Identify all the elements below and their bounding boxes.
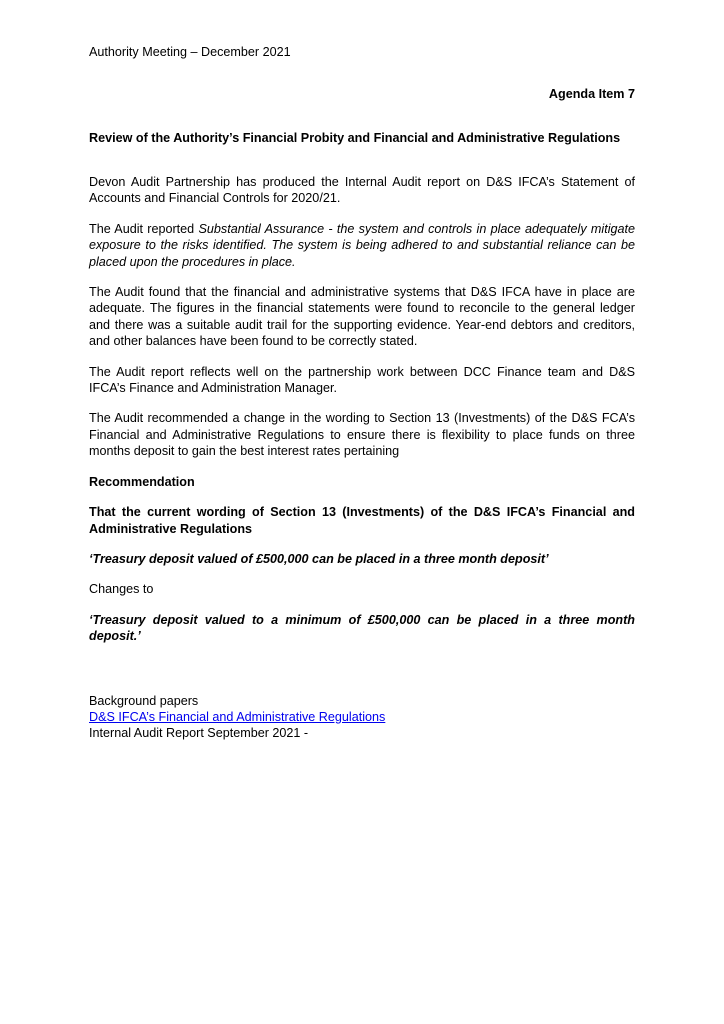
document-title: Review of the Authority’s Financial Probity and Financial and Administrative Regulations: [89, 131, 621, 145]
assurance-italic-text: Substantial Assurance - the system and controls in place adequately mitigate exposure to the risks identified. The system is being adhered to and substantial reliance can be placed upon the procedures in place.: [89, 221, 635, 269]
recommendation-statement: That the current wording of Section 13 (Investments) of the D&S IFCA’s Financial and Administrative Regulations: [89, 505, 635, 536]
audit-report-reference: Internal Audit Report September 2021 -: [89, 725, 309, 740]
paragraph-audit-report: Devon Audit Partnership has produced the Internal Audit report on D&S IFCA’s Statement of Accounts and Financial Controls for 2020/21.: [89, 175, 635, 206]
regulations-link[interactable]: D&S IFCA’s Financial and Administrative Regulations: [89, 709, 386, 724]
current-wording-quote: ‘Treasury deposit valued of £500,000 can be placed in a three month deposit’: [89, 551, 549, 566]
document-page: [89, 44, 635, 741]
paragraph-partnership: The Audit report reflects well on the partnership work between DCC Finance team and D&S IFCA’s Finance and Administration Manager.: [89, 364, 635, 396]
agenda-item-label: Agenda Item 7: [548, 87, 635, 101]
paragraph-audit-assurance: [89, 221, 635, 270]
meeting-header: Authority Meeting – December 2021: [89, 45, 291, 59]
changes-to-label: Changes to: [89, 582, 154, 597]
assurance-prefix: The Audit reported: [89, 221, 199, 236]
paragraph-recommended-change: The Audit recommended a change in the wording to Section 13 (Investments) of the D&S FCA’s Financial and Administrative Regulations to ensure there is flexibility to place funds on three months deposit to gain the best interest rates pertaining: [89, 411, 635, 459]
background-link-row: [89, 709, 635, 725]
background-papers-heading: Background papers: [89, 693, 199, 708]
paragraph-audit-findings: The Audit found that the financial and administrative systems that D&S IFCA have in place are adequate. The figures in the financial statements were found to reconcile to the general ledger and there was a suitable audit trail for the supporting evidence. Year-end debtors and creditors, and other balances have been found to be correctly stated.: [89, 285, 635, 349]
new-wording-quote: ‘Treasury deposit valued to a minimum of £500,000 can be placed in a three month deposit.’: [89, 612, 635, 644]
recommendation-heading: Recommendation: [89, 474, 195, 489]
